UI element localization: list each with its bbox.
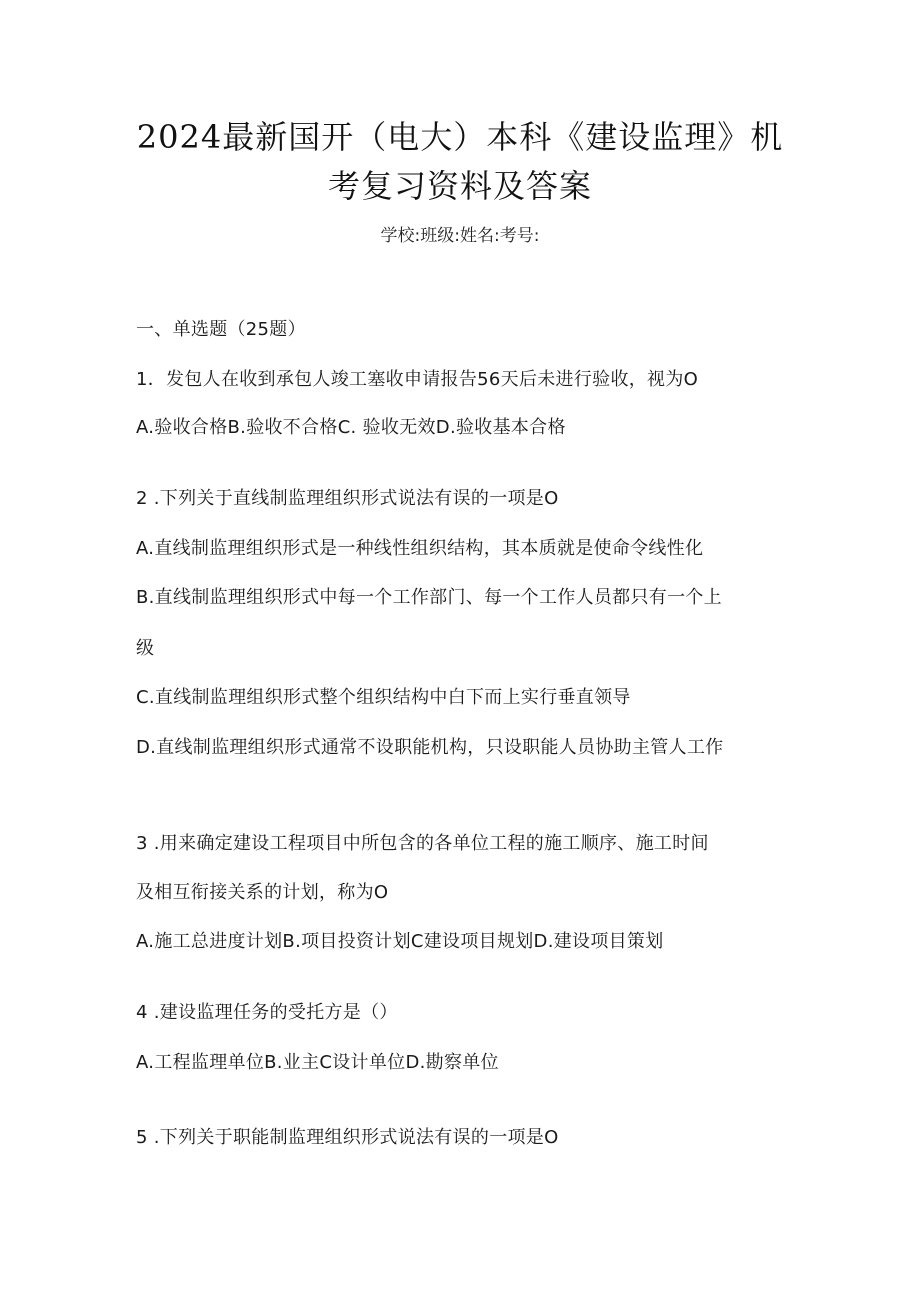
section-heading: 一、单选题（25题） [136, 319, 306, 340]
question-3-options: A.施工总进度计划B.项目投资计划C建设项目规划D.建设项目策划 [136, 931, 664, 952]
question-2-option-a: A.直线制监理组织形式是一种线性组织结构，其本质就是使命令线性化 [136, 538, 704, 559]
student-info-line: 学校:班级:姓名:考号: [380, 226, 540, 246]
question-1-stem: 1．发包人在收到承包人竣工塞收申请报告56天后未进行验收，视为O [136, 369, 699, 390]
question-3-stem-line-1: 3 .用来确定建设工程项目中所包含的各单位工程的施工顺序、施工时间 [136, 833, 709, 854]
document-title-line-2: 考复习资料及答案 [327, 167, 592, 205]
question-4-options: A.工程监理单位B.业主C设计单位D.勘察单位 [136, 1052, 499, 1073]
question-2-option-b-cont: 级 [136, 638, 155, 659]
question-3-stem-line-2: 及相互衔接关系的计划，称为O [136, 882, 389, 903]
question-4-stem: 4 .建设监理任务的受托方是（） [136, 1002, 398, 1023]
question-5-stem: 5 .下列关于职能制监理组织形式说法有误的一项是O [136, 1127, 559, 1148]
question-2-option-b: B.直线制监理组织形式中每一个工作部门、每一个工作人员都只有一个上 [136, 587, 722, 608]
document-title-line-1: 2024最新国开（电大）本科《建设监理》机 [136, 118, 784, 156]
question-2-stem: 2 .下列关于直线制监理组织形式说法有误的一项是O [136, 488, 559, 509]
question-2-option-d: D.直线制监理组织形式通常不设职能机构，只设职能人员协助主管人工作 [136, 737, 724, 758]
question-2-option-c: C.直线制监理组织形式整个组织结构中白下而上实行垂直领导 [136, 687, 631, 708]
question-1-options: A.验收合格B.验收不合格C. 验收无效D.验收基本合格 [136, 417, 566, 438]
